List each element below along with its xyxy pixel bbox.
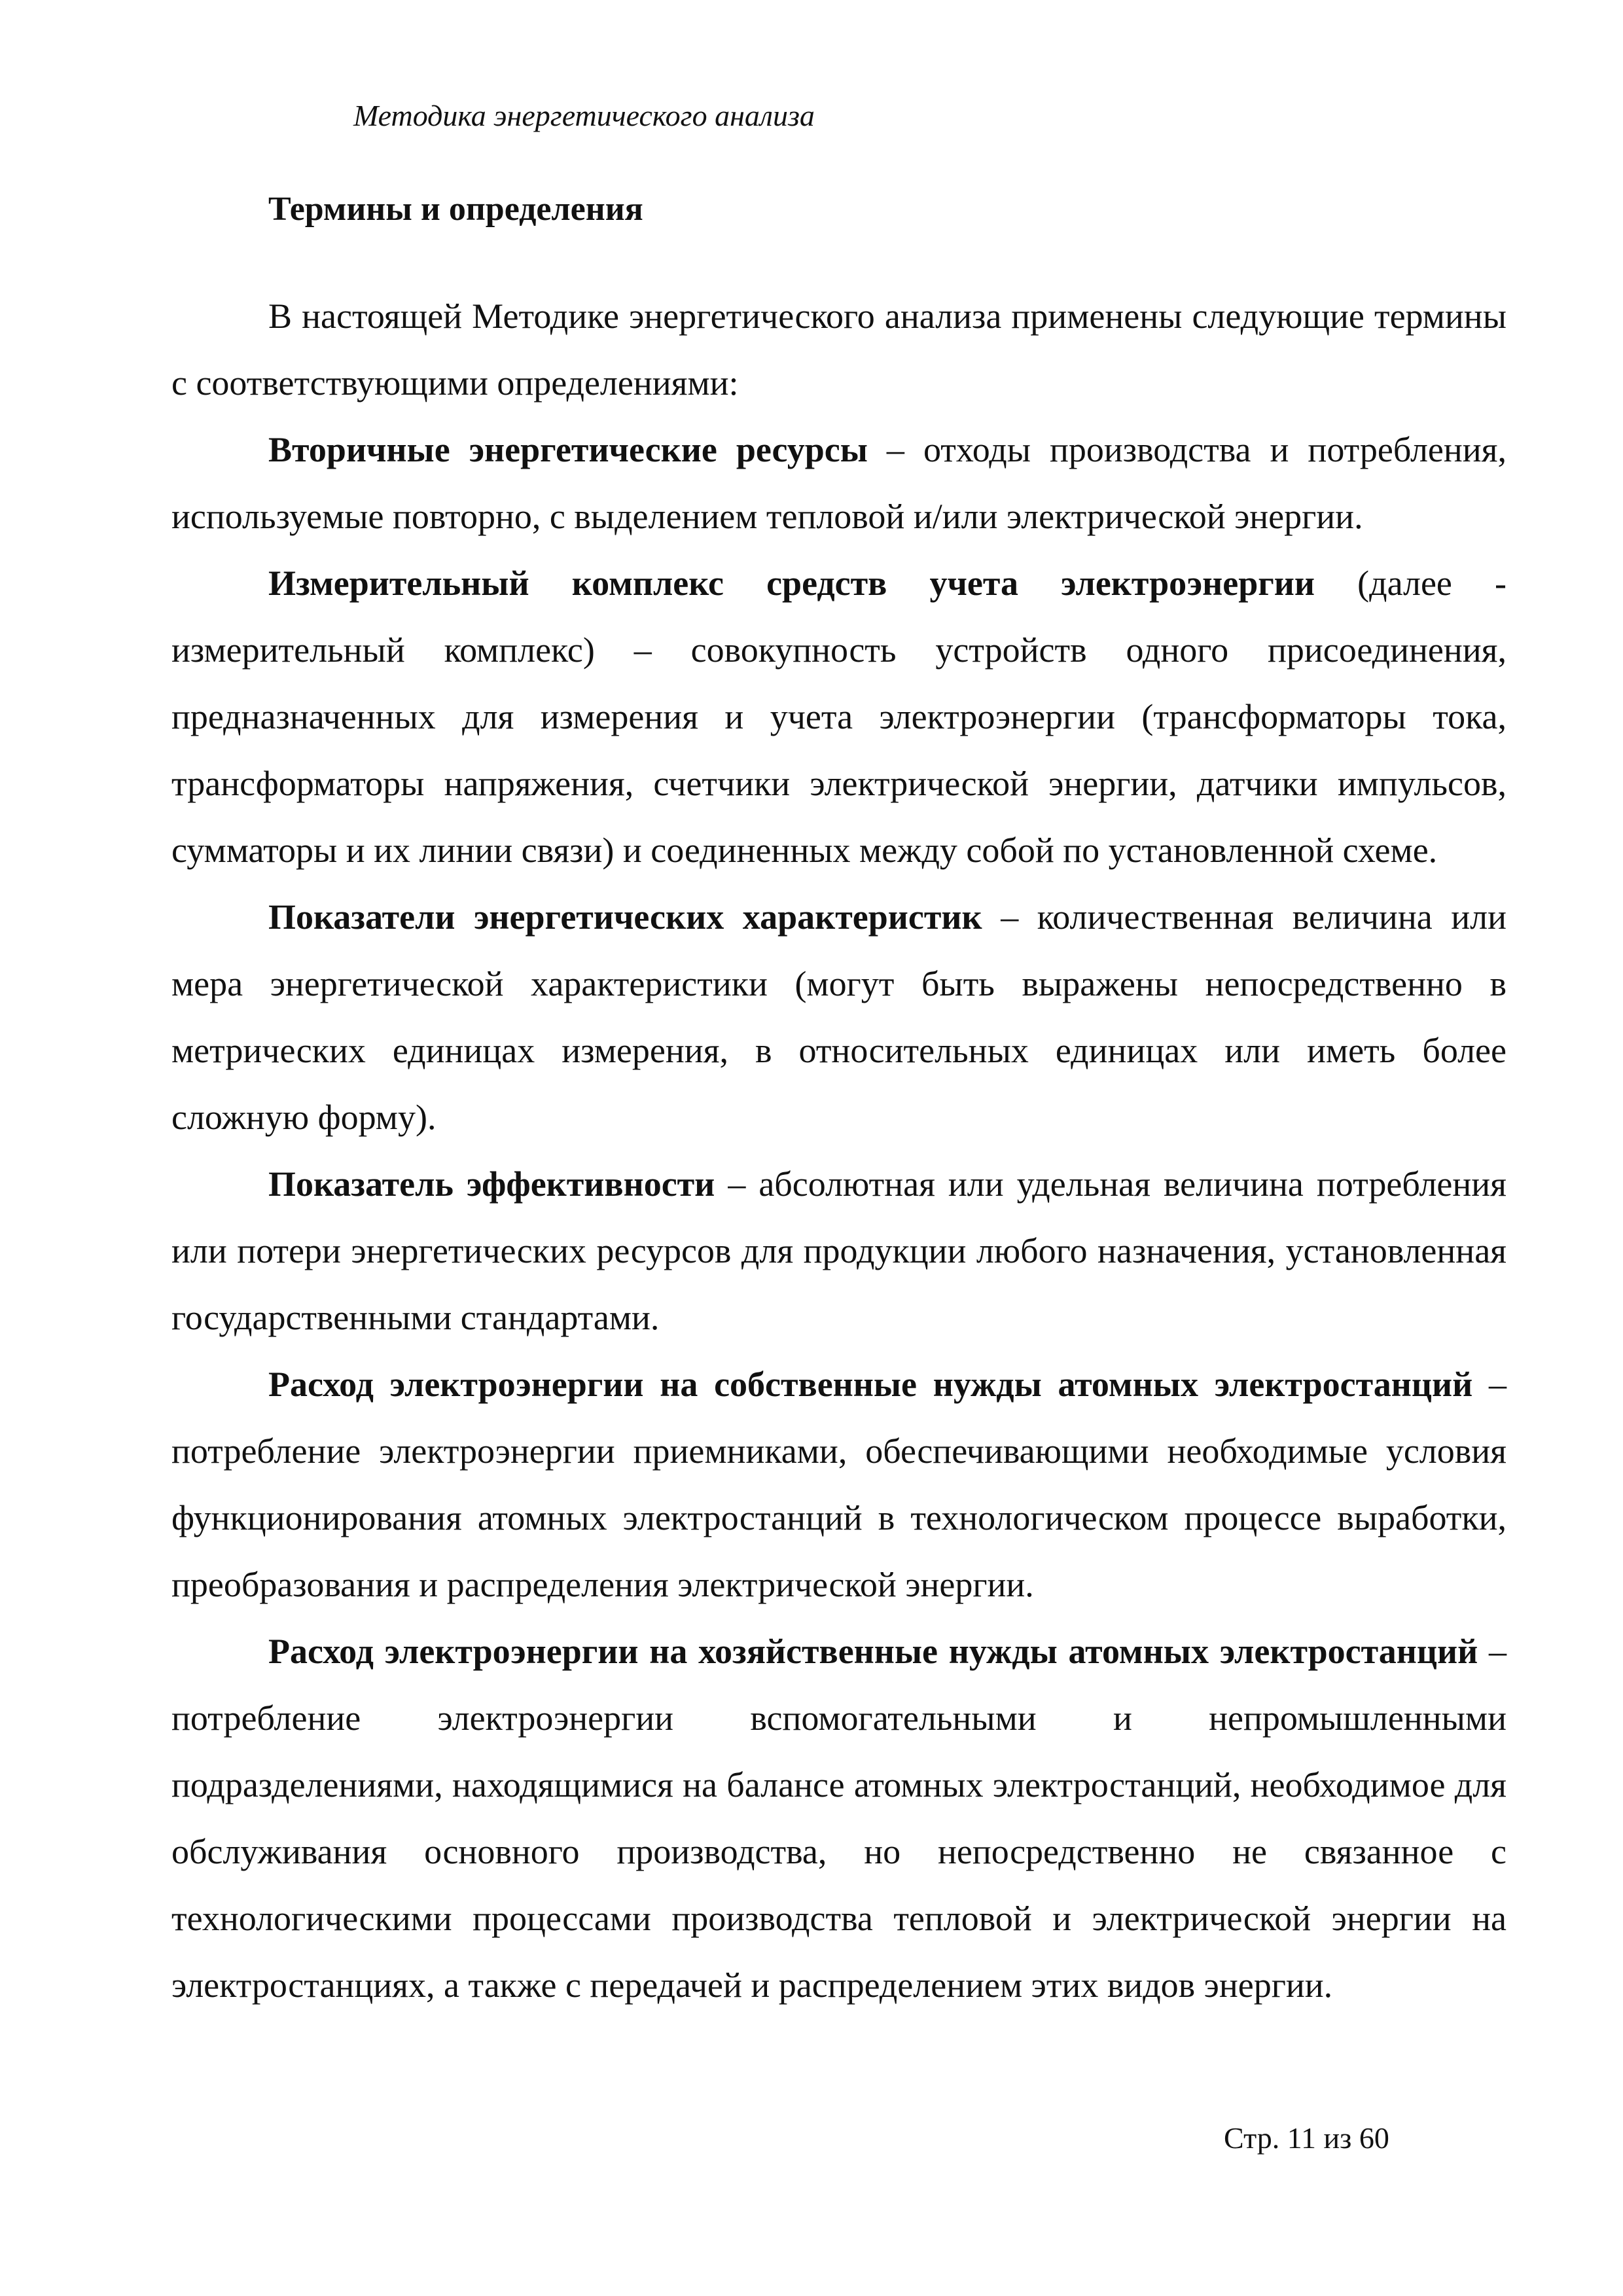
- definition-paragraph: [171, 1351, 1507, 1618]
- definition-paragraph: [171, 550, 1507, 884]
- definition-text: – отходы производства и потребления, используемые повторно, с выделением тепловой и/или электрической энергии.: [171, 430, 1507, 536]
- intro-paragraph: В настоящей Методике энергетического анализа применены следующие термины с соответствующими определениями:: [171, 296, 1507, 403]
- section-title: Термины и определения: [268, 190, 643, 228]
- definition-term: Расход электроэнергии на хозяйственные нужды атомных электростанций: [268, 1632, 1478, 1671]
- definition-paragraph: [171, 1618, 1507, 2018]
- page-number: Стр. 11 из 60: [1224, 2121, 1389, 2155]
- running-header: Методика энергетического анализа: [353, 99, 815, 132]
- definition-text: – абсолютная или удельная величина потребления или потери энергетических ресурсов для продукции любого назначения, установленная государственными стандартами.: [171, 1164, 1507, 1337]
- definition-term: Показатель эффективности: [268, 1164, 715, 1204]
- body-text: [171, 283, 1507, 2018]
- definition-text: – потребление электроэнергии вспомогательными и непромышленными подразделениями, находящимися на балансе атомных электростанций, необходимое для обслуживания основного производства, но непосредственно не связанное с технологическими процессами производства тепловой и электрической энергии на электростанциях, а также с передачей и распределением этих видов энергии.: [171, 1632, 1507, 2005]
- definition-paragraph: [171, 1151, 1507, 1351]
- definition-text: – потребление электроэнергии приемниками, обеспечивающими необходимые условия функционирования атомных электростанций в технологическом процессе выработки, преобразования и распределения электрической энергии.: [171, 1365, 1507, 1604]
- definition-text: – количественная величина или мера энергетической характеристики (могут быть выражены непосредственно в метрических единицах измерения, в относительных единицах или иметь более сложную форму).: [171, 897, 1507, 1137]
- definition-paragraph: [171, 884, 1507, 1151]
- definition-term: Расход электроэнергии на собственные нужды атомных электростанций: [268, 1365, 1473, 1404]
- definition-paragraph: [171, 416, 1507, 550]
- definition-text: (далее - измерительный комплекс) – совокупность устройств одного присоединения, предназначенных для измерения и учета электроэнергии (трансформаторы тока, трансформаторы напряжения, счетчики электрической энергии, датчики импульсов, сумматоры и их линии связи) и соединенных между собой по установленной схеме.: [171, 564, 1507, 870]
- definition-term: Измерительный комплекс средств учета электроэнергии: [268, 564, 1315, 603]
- definition-term: Показатели энергетических характеристик: [268, 897, 982, 937]
- definition-term: Вторичные энергетические ресурсы: [268, 430, 868, 469]
